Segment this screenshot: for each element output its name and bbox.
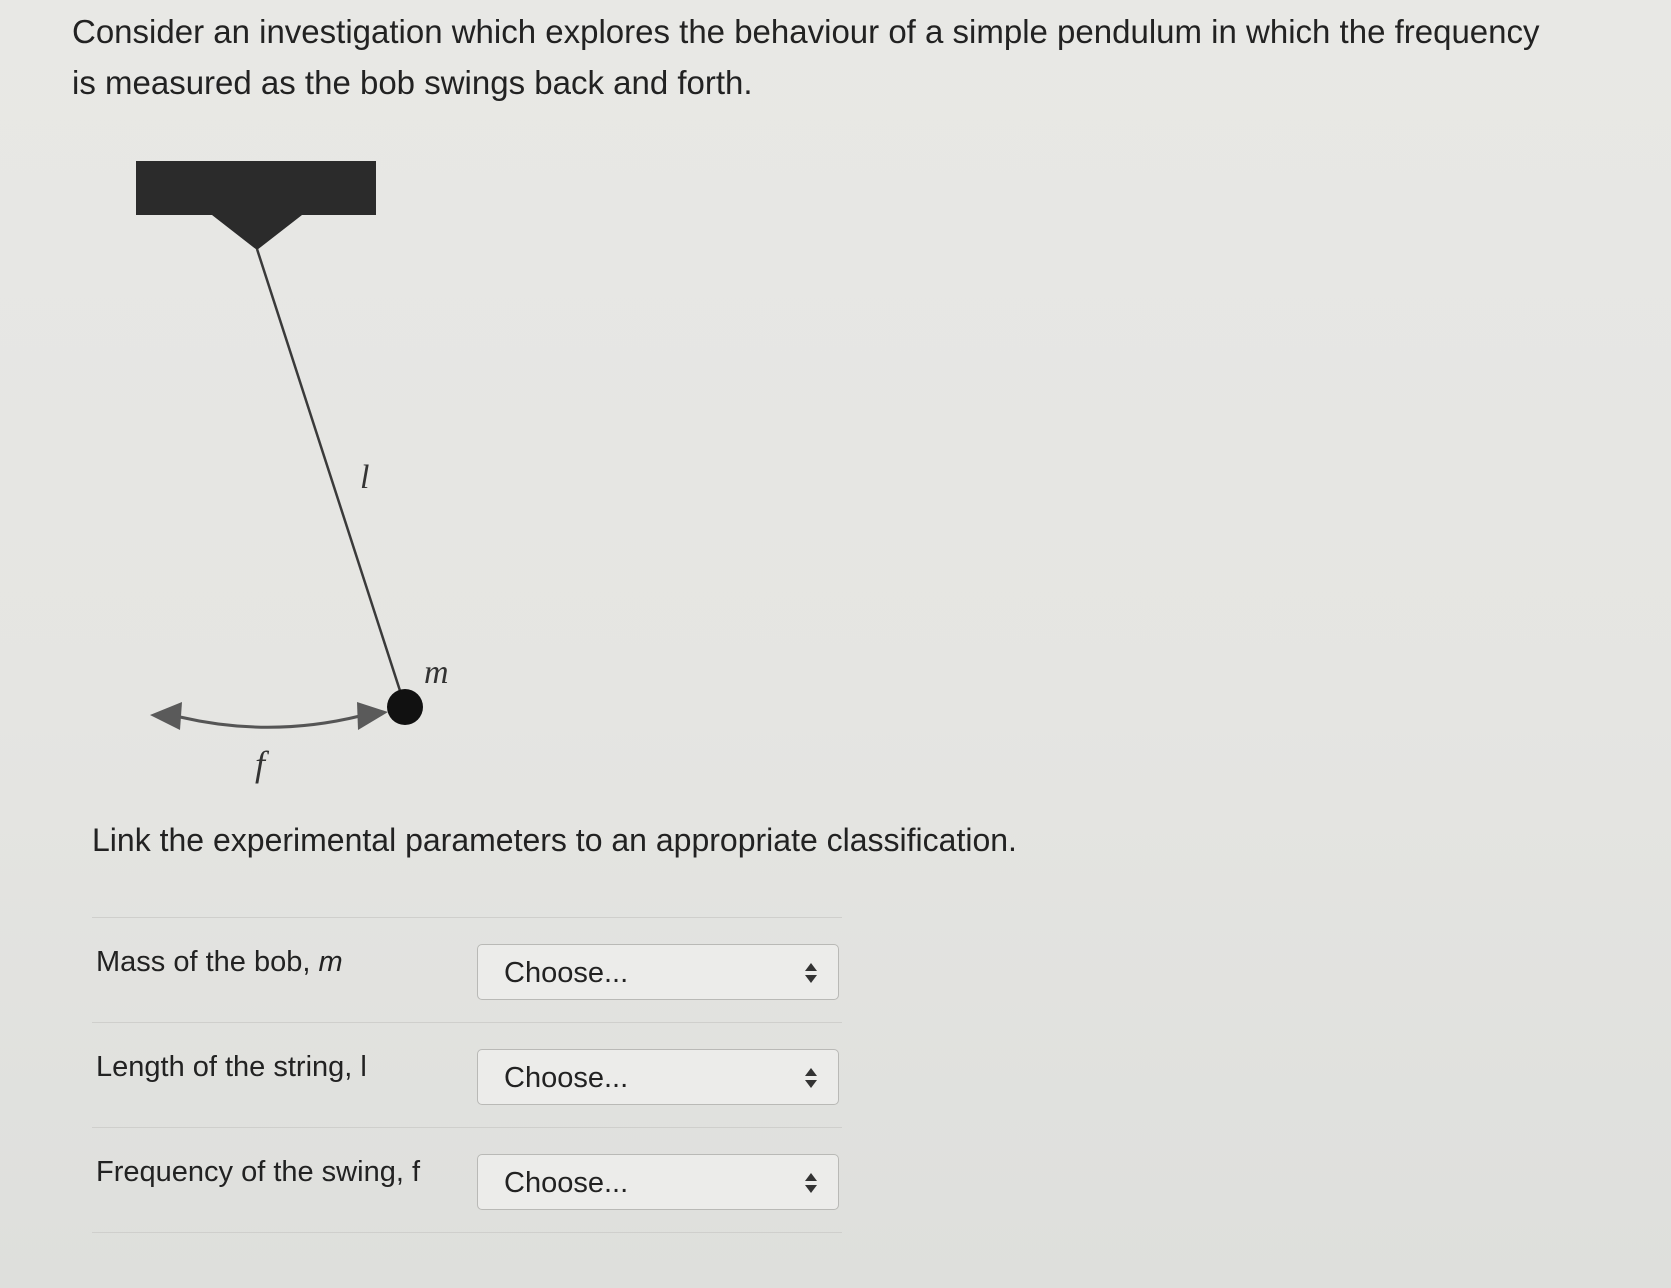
pendulum-string [257, 249, 403, 700]
mass-label: m [424, 654, 449, 691]
param-label-frequency: Frequency of the swing, f [96, 1156, 420, 1188]
pendulum-bob [387, 689, 423, 725]
up-down-chevron-icon [804, 962, 818, 984]
question-text: Consider an investigation which explores the behaviour of a simple pendulum in which the frequency is measured as the bob swings back and forth. [72, 13, 1540, 101]
match-row-frequency [92, 1127, 842, 1233]
select-length[interactable] [477, 1049, 839, 1105]
up-down-chevron-icon [804, 1067, 818, 1089]
swing-arc [180, 716, 360, 727]
select-mass-value: Choose... [504, 957, 629, 989]
matching-table [92, 917, 842, 1233]
swing-arrow-right [357, 702, 388, 730]
match-row-length [92, 1022, 842, 1127]
instruction-text: Link the experimental parameters to an appropriate classification. [92, 822, 1017, 858]
select-frequency[interactable] [477, 1154, 839, 1210]
select-frequency-value: Choose... [504, 1167, 629, 1199]
frequency-label: f [255, 744, 266, 784]
param-label-length: Length of the string, l [96, 1051, 367, 1083]
match-row-mass [92, 917, 842, 1022]
select-length-value: Choose... [504, 1062, 629, 1094]
select-mass[interactable] [477, 944, 839, 1000]
swing-arrow-left [150, 702, 182, 730]
length-label: l [360, 459, 370, 496]
param-label-mass: Mass of the bob, m [96, 946, 343, 978]
up-down-chevron-icon [804, 1172, 818, 1194]
pendulum-support [136, 161, 376, 250]
